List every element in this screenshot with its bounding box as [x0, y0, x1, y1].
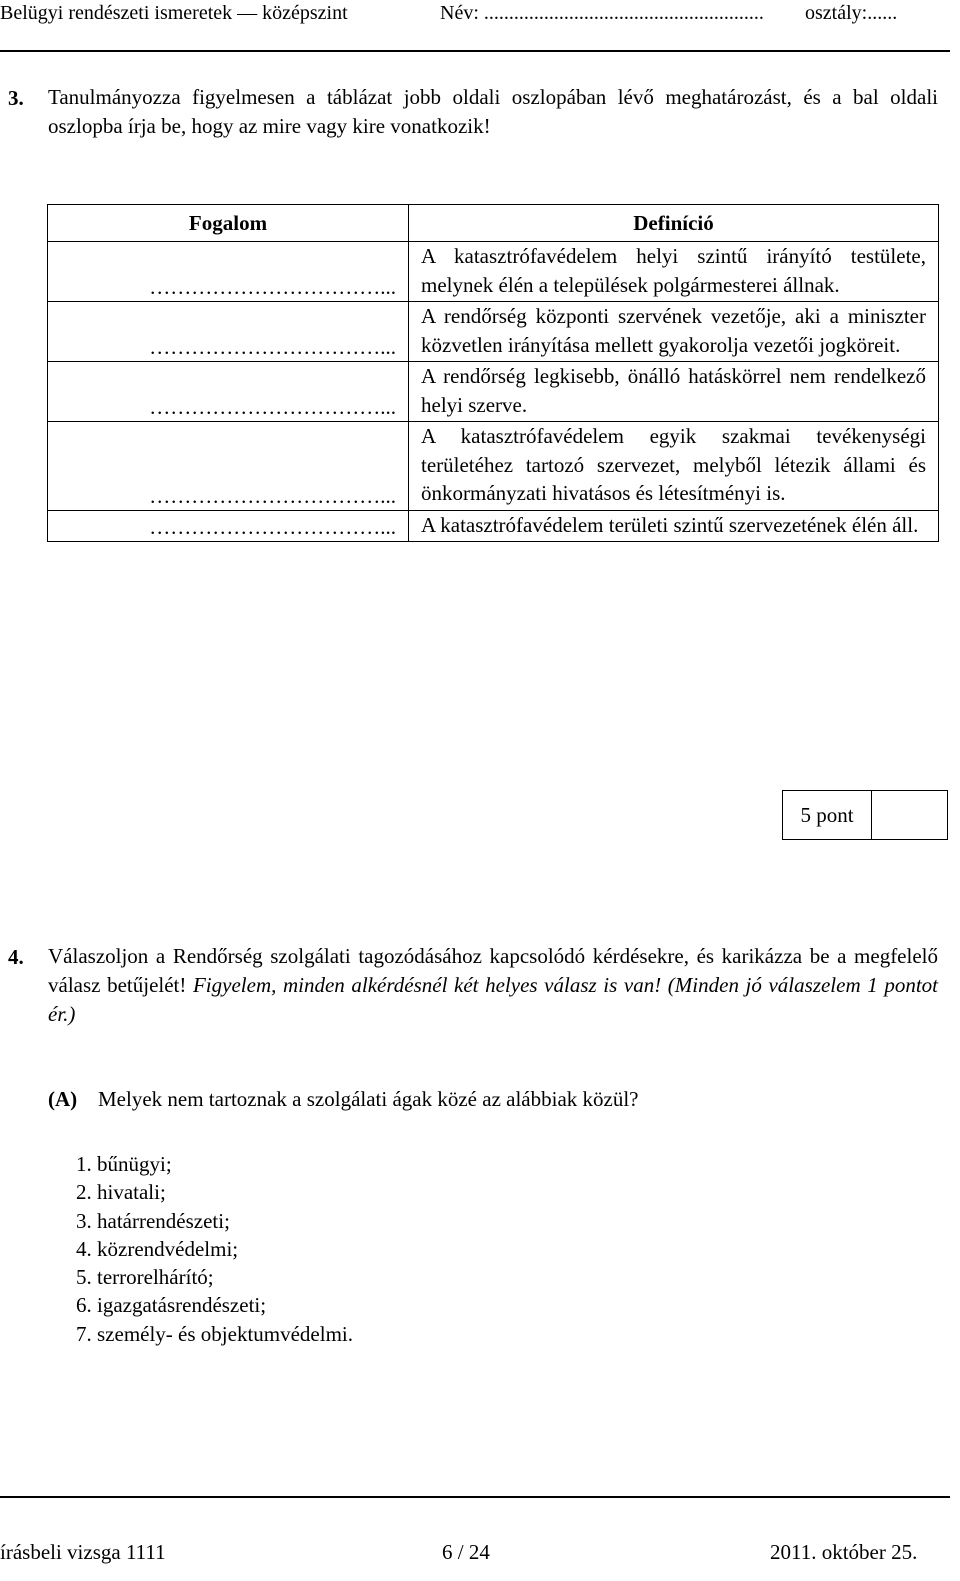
table-row [48, 422, 939, 511]
answer-blank[interactable]: ……………………………... [48, 242, 409, 302]
table-row [48, 362, 939, 422]
task4-prompt: Válaszoljon a Rendőrség szolgálati tagozódásához kapcsolódó kérdésekre, és karikázza be a megfelelő válasz betűjelét! [48, 944, 938, 997]
definition-text: A rendőrség legkisebb, önálló hatáskörrel nem rendelkező helyi szerve. [409, 362, 939, 422]
subquestion-label: (A) [48, 1087, 78, 1111]
table-header-row [48, 205, 939, 242]
points-score-field[interactable] [873, 791, 947, 839]
column-header-concept: Fogalom [48, 205, 409, 242]
table-row [48, 510, 939, 542]
answer-blank[interactable]: ……………………………... [48, 510, 409, 542]
header-name-field: Név: ........................................................ [440, 2, 764, 24]
definition-text: A katasztrófavédelem egyik szakmai tevékenységi területéhez tartozó szervezet, melyből létezik állami és önkormányzati hivatásos és létesítményi is. [409, 422, 939, 511]
definition-table [47, 204, 939, 542]
points-box [782, 790, 948, 840]
definition-text: A katasztrófavédelem helyi szintű irányító testülete, melynek élén a települések polgármesterei állnak. [409, 242, 939, 302]
footer-page-number: 6 / 24 [442, 1540, 490, 1564]
table-row [48, 242, 939, 302]
page-header [0, 0, 950, 30]
header-class-field: osztály:...... [805, 2, 898, 24]
list-item[interactable]: 5. terrorelhárító; [76, 1265, 214, 1290]
header-subject: Belügyi rendészeti ismeretek — középszint [0, 2, 348, 24]
definition-text: A rendőrség központi szervének vezetője, aki a miniszter közvetlen irányítása mellett gyakorolja vezetői jogköreit. [409, 302, 939, 362]
options-list [76, 1150, 353, 1348]
footer-exam-code: írásbeli vizsga 1111 [0, 1540, 166, 1564]
list-item[interactable]: 2. hivatali; [76, 1180, 166, 1205]
answer-blank[interactable]: ……………………………... [48, 422, 409, 511]
table-row [48, 302, 939, 362]
task4-prompt-block [48, 942, 938, 1029]
answer-blank[interactable]: ……………………………... [48, 362, 409, 422]
footer-date: 2011. október 25. [770, 1540, 918, 1564]
list-item[interactable]: 4. közrendvédelmi; [76, 1236, 239, 1261]
task4-note: Figyelem, minden alkérdésnél két helyes válasz is van! (Minden jó válaszelem 1 pontot ér.) [48, 973, 939, 1026]
task4-number: 4. [8, 945, 24, 969]
list-item[interactable]: 1. bűnügyi; [76, 1152, 172, 1176]
definition-text: A katasztrófavédelem területi szintű szervezetének élén áll. [409, 510, 939, 542]
points-label: 5 pont [783, 791, 872, 839]
header-divider [0, 50, 950, 52]
page-footer [0, 1540, 950, 1570]
list-item[interactable]: 3. határrendészeti; [76, 1208, 230, 1233]
subquestion-text: Melyek nem tartoznak a szolgálati ágak közé az alábbiak közül? [98, 1087, 639, 1111]
column-header-definition: Definíció [409, 205, 939, 242]
list-item[interactable]: 7. személy- és objektumvédelmi. [76, 1321, 354, 1346]
footer-divider [0, 1496, 950, 1498]
task3-prompt: Tanulmányozza figyelmesen a táblázat jobb oldali oszlopában lévő meghatározást, és a bal oldali oszlopba írja be, hogy az mire vagy kire vonatkozik! [48, 85, 938, 138]
list-item[interactable]: 6. igazgatásrendészeti; [76, 1293, 267, 1318]
task3-number: 3. [8, 86, 24, 110]
answer-blank[interactable]: ……………………………... [48, 302, 409, 362]
